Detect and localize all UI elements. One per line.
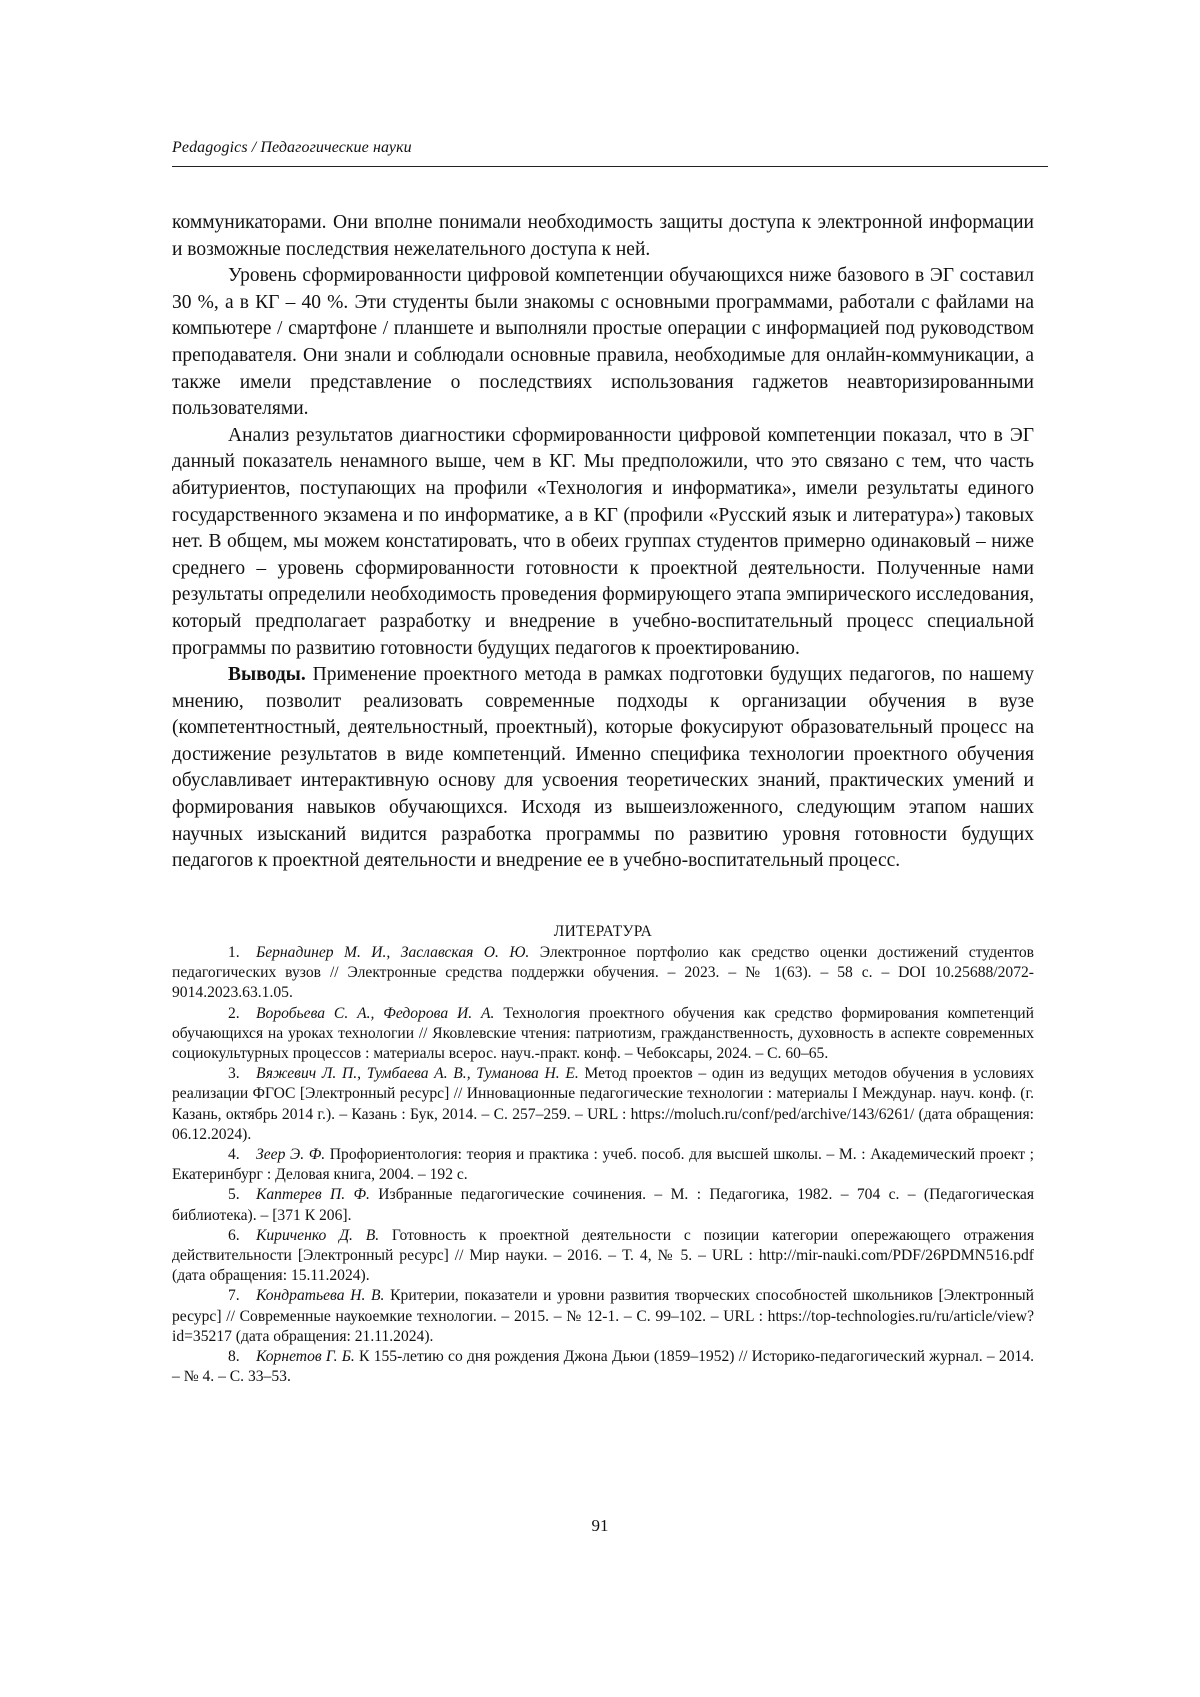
reference-text: К 155-летию со дня рождения Джона Дьюи (1859–1952) // Историко-педагогический журнал. – 2014. – № 4. – С. 33–53. <box>172 1348 1035 1386</box>
conclusions-paragraph <box>172 662 1034 875</box>
reference-number: 5. <box>228 1186 240 1204</box>
reference-number: 2. <box>228 1004 240 1022</box>
reference-authors: Бернадинер М. И., Заславская О. Ю. <box>256 944 530 961</box>
reference-item <box>172 1064 1034 1145</box>
conclusions-text: Применение проектного метода в рамках подготовки будущих педагогов, по нашему мнению, позволит реализовать современные подходы к организации обучения в вузе (компетентностный, деятельностный, проектный), которые фокусируют образовательный процесс на достижение результатов в виде компетенций. Именно специфика технологии проектного обучения обуславливает интерактивную основу для усвоения теоретических знаний, практических умений и формирования навыков обучающихся. Исходя из вышеизложенного, следующим этапом наших научных изысканий видится разработка программы по развитию уровня готовности будущих педагогов к проектной деятельности и внедрение ее в учебно-воспитательный процесс. <box>172 664 1034 872</box>
header-divider <box>172 166 1048 167</box>
reference-text: Критерии, показатели и уровни развития творческих способностей школьников [Электронный ресурс] // Современные наукоемкие технологии. – 2015. – № 12-1. – С. 99–102. – URL : https://top-technologies.ru/ru/article/view?id=35217 (дата обращения: 21.11.2024). <box>172 1287 1034 1345</box>
reference-text: Технология проектного обучения как средство формирования компетенций обучающихся на уроках технологии // Яковлевские чтения: патриотизм, гражданственность, духовность в аспекте современных социокультурных процессов : материалы всерос. науч.-практ. конф. – Чебоксары, 2024. – С. 60–65. <box>172 1004 1034 1063</box>
reference-text: Профориентология: теория и практика : учеб. пособ. для высшей школы. – М. : Академический проект ; Екатеринбург : Деловая книга, 2004. – 192 с. <box>172 1146 1034 1184</box>
reference-item <box>172 1347 1034 1387</box>
body-paragraph: Анализ результатов диагностики сформированности цифровой компетенции показал, что в ЭГ данный показатель ненамного выше, чем в КГ. Мы предположили, что это связано с тем, что часть абитуриентов, поступающих на профили «Технология и информатика», имели результаты единого государственного экзамена и по информатике, а в КГ (профили «Русский язык и литература») таковых нет. В общем, мы можем констатировать, что в обеих группах студентов примерно одинаковый – ниже среднего – уровень сформированности готовности к проектной деятельности. Полученные нами результаты определили необходимость проведения формирующего этапа эмпирического исследования, который предполагает разработку и внедрение в учебно-воспитательный процесс специальной программы по развитию готовности будущих педагогов к проектированию. <box>172 424 1034 659</box>
reference-number: 1. <box>228 944 240 961</box>
reference-number: 8. <box>228 1348 240 1366</box>
reference-item <box>172 1185 1034 1225</box>
reference-text: Электронное портфолио как средство оценки достижений студентов педагогических вузов // Электронные средства поддержки обучения. – 2023. – № 1(63). – 58 с. – DOI 10.25688/2072-9014.2023.63.1.05. <box>172 944 1035 1002</box>
article-body <box>172 210 1034 875</box>
reference-item <box>172 943 1034 1004</box>
reference-authors: Зеер Э. Ф. <box>256 1146 326 1164</box>
reference-authors: Каптерев П. Ф. <box>256 1186 370 1204</box>
reference-text: Готовность к проектной деятельности с позиции категории опережающего отражения действительности [Электронный ресурс] // Мир науки. – 2016. – Т. 4, № 5. – URL : http://mir-nauki.com/PDF/26PDMN516.pdf (дата обращения: 15.11.2024). <box>172 1226 1034 1285</box>
reference-item <box>172 1145 1034 1185</box>
reference-authors: Кондратьева Н. В. <box>256 1287 385 1305</box>
body-paragraph: Уровень сформированности цифровой компетенции обучающихся ниже базового в ЭГ составил 30 %, а в КГ – 40 %. Эти студенты были знакомы с основными программами, работали с файлами на компьютере / смартфоне / планшете и выполняли простые операции с информацией под руководством преподавателя. Они знали и соблюдали основные правила, необходимые для онлайн-коммуникации, а также имели представление о последствиях использования гаджетов неавторизированными пользователями. <box>172 265 1034 420</box>
body-paragraph: коммуникаторами. Они вполне понимали необходимость защиты доступа к электронной информации и возможные последствия нежелательного доступа к ней. <box>172 212 1034 260</box>
reference-authors: Кириченко Д. В. <box>256 1226 380 1244</box>
page-number: 91 <box>591 1516 609 1535</box>
reference-authors: Корнетов Г. Б. <box>256 1348 355 1366</box>
reference-item <box>172 1286 1034 1347</box>
conclusions-label: Выводы. <box>228 664 306 686</box>
reference-text: Метод проектов – один из ведущих методов обучения в условиях реализации ФГОС [Электронный ресурс] // Инновационные педагогические технологии : материалы I Междунар. науч. конф. (г. Казань, октябрь 2014 г.). – Казань : Бук, 2014. – С. 257–259. – URL : https://moluch.ru/conf/ped/archive/143/6261/ (дата обращения: 06.12.2024). <box>172 1065 1034 1143</box>
reference-item <box>172 1226 1034 1287</box>
references-heading: ЛИТЕРАТУРА <box>553 923 653 940</box>
reference-number: 7. <box>228 1287 240 1305</box>
reference-item <box>172 1004 1034 1065</box>
references-list <box>172 943 1034 1387</box>
reference-number: 6. <box>228 1226 240 1244</box>
reference-text: Избранные педагогические сочинения. – М. : Педагогика, 1982. – 704 с. – (Педагогическая библиотека). – [371 К 206]. <box>172 1186 1035 1224</box>
reference-number: 4. <box>228 1146 240 1164</box>
reference-authors: Вяжевич Л. П., Тумбаева А. В., Туманова Н. Е. <box>256 1065 579 1083</box>
reference-authors: Воробьева С. А., Федорова И. А. <box>256 1004 495 1022</box>
reference-number: 3. <box>228 1065 240 1083</box>
running-header: Pedagogics / Педагогические науки <box>172 139 412 156</box>
